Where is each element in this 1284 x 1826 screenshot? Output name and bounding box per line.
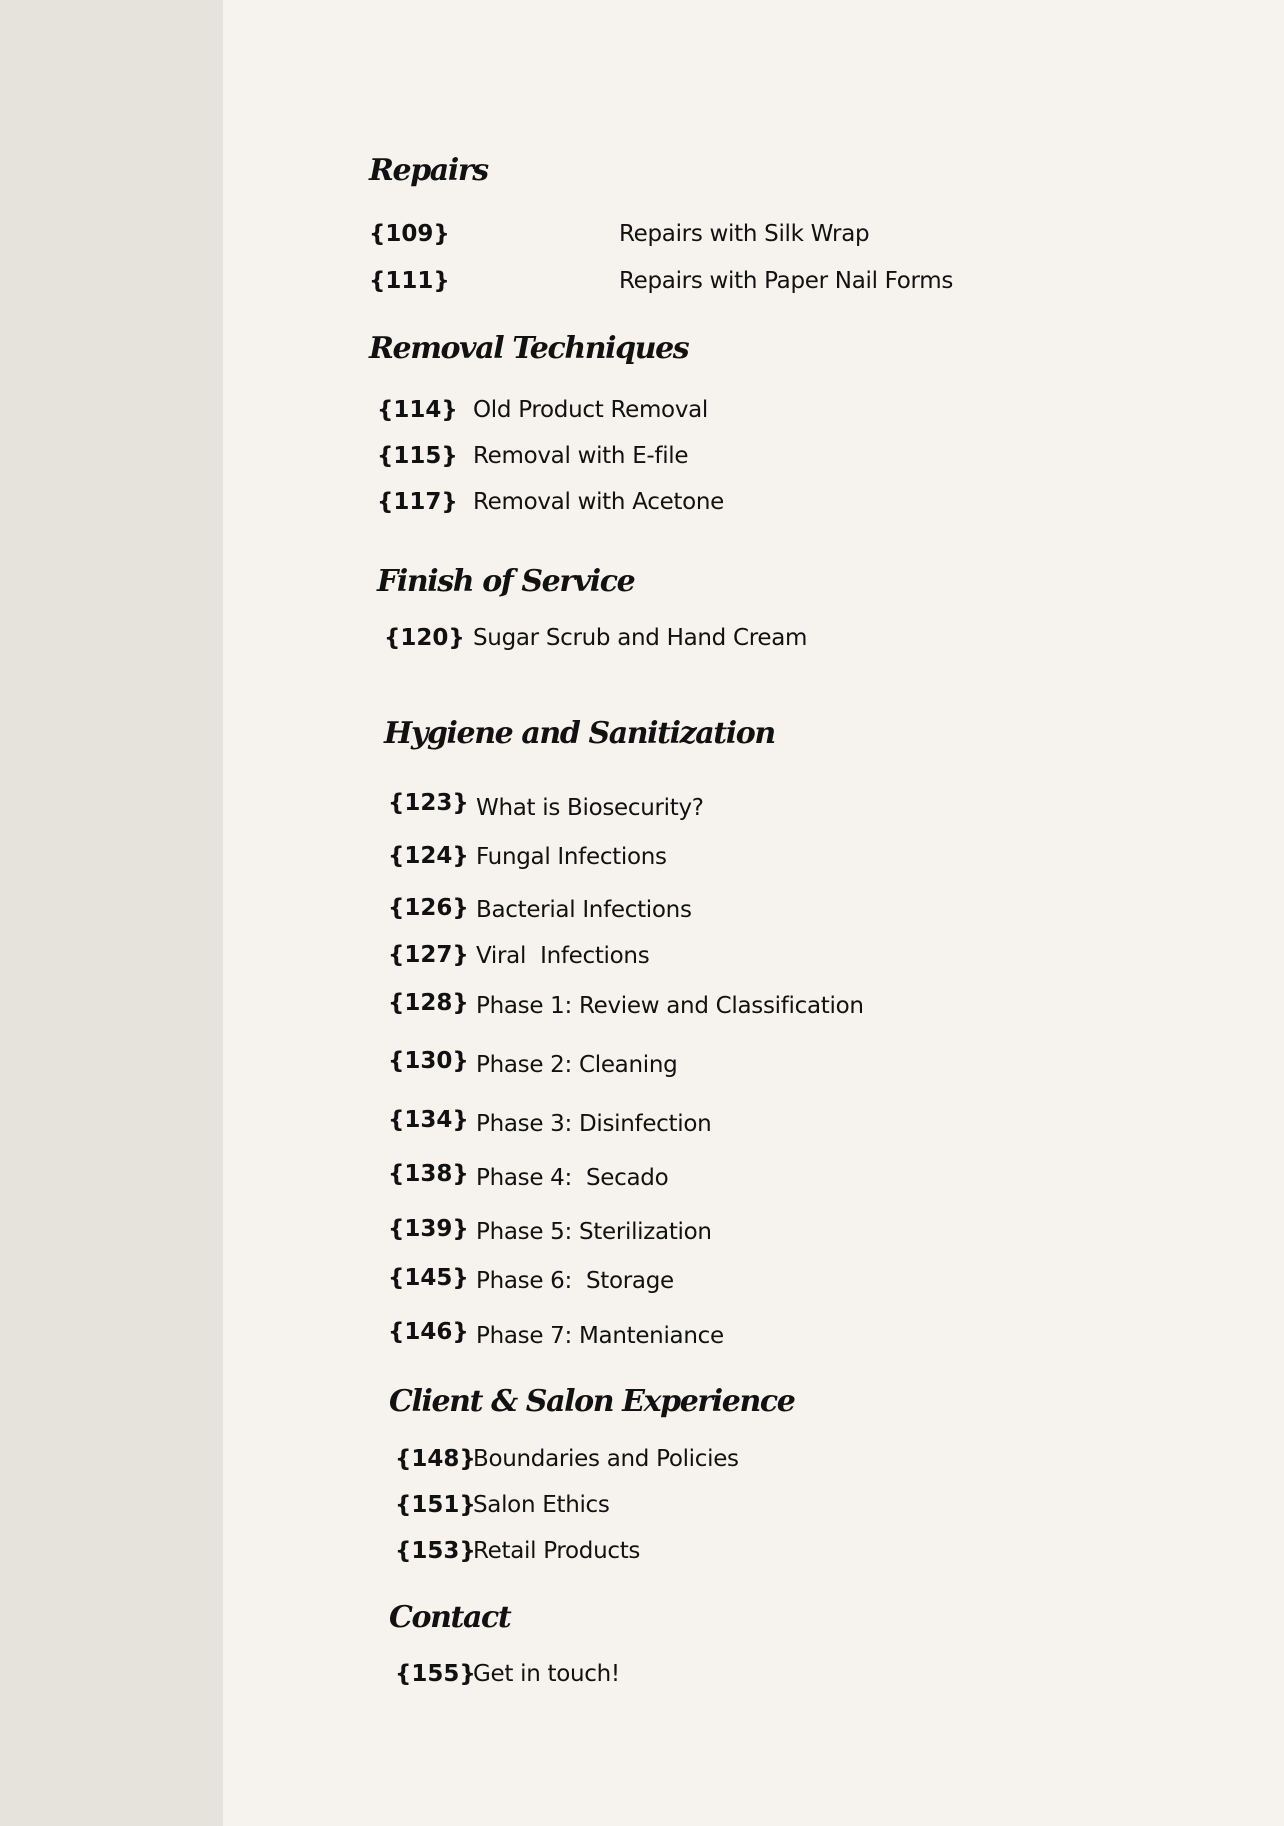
page-number: {130} [388, 1048, 469, 1074]
left-margin-band [0, 0, 223, 1826]
section-heading-repairs: Repairs [369, 153, 488, 188]
page-number: {111} [369, 268, 450, 294]
page-number: {127} [388, 942, 469, 968]
page-number: {117} [377, 489, 458, 515]
entry-label: Removal with Acetone [473, 489, 725, 515]
page-number: {146} [388, 1319, 469, 1345]
page-number: {139} [388, 1216, 469, 1242]
page-number: {145} [388, 1265, 469, 1291]
entry-label: Bacterial Infections [476, 897, 692, 923]
page-number: {155} [395, 1661, 476, 1687]
section-heading-hygiene-and-sanitization: Hygiene and Sanitization [384, 716, 775, 751]
page-number: {124} [388, 843, 469, 869]
entry-label: Phase 5: Sterilization [476, 1219, 712, 1245]
entry-label: Removal with E-file [473, 443, 689, 469]
section-heading-finish-of-service: Finish of Service [377, 564, 635, 599]
section-heading-contact: Contact [389, 1600, 511, 1635]
entry-label: Salon Ethics [473, 1492, 610, 1518]
page-number: {114} [377, 397, 458, 423]
entry-label: Fungal Infections [476, 844, 667, 870]
page-number: {153} [395, 1538, 476, 1564]
entry-label: Old Product Removal [473, 397, 709, 423]
entry-label: Phase 6: Storage [476, 1268, 674, 1294]
section-heading-client-salon-experience: Client & Salon Experience [389, 1384, 795, 1419]
entry-label: Boundaries and Policies [473, 1446, 739, 1472]
page-number: {128} [388, 990, 469, 1016]
entry-label: Sugar Scrub and Hand Cream [473, 625, 808, 651]
entry-label: Phase 1: Review and Classification [476, 993, 864, 1019]
table-of-contents-page [223, 0, 1284, 1826]
page-number: {120} [384, 625, 465, 651]
page-number: {151} [395, 1492, 476, 1518]
entry-label: Phase 2: Cleaning [476, 1052, 678, 1078]
page-number: {126} [388, 895, 469, 921]
page-number: {134} [388, 1107, 469, 1133]
entry-label: Phase 4: Secado [476, 1165, 669, 1191]
page-number: {109} [369, 221, 450, 247]
entry-label: Repairs with Paper Nail Forms [619, 268, 954, 294]
entry-label: Repairs with Silk Wrap [619, 221, 870, 247]
entry-label: Retail Products [473, 1538, 641, 1564]
entry-label: Phase 7: Manteniance [476, 1323, 724, 1349]
section-heading-removal-techniques: Removal Techniques [369, 331, 689, 366]
entry-label: Phase 3: Disinfection [476, 1111, 712, 1137]
entry-label: What is Biosecurity? [476, 795, 704, 821]
page-number: {148} [395, 1446, 476, 1472]
entry-label: Viral Infections [476, 943, 650, 969]
page-number: {115} [377, 443, 458, 469]
page-number: {123} [388, 790, 469, 816]
entry-label: Get in touch! [473, 1661, 620, 1687]
page-number: {138} [388, 1161, 469, 1187]
